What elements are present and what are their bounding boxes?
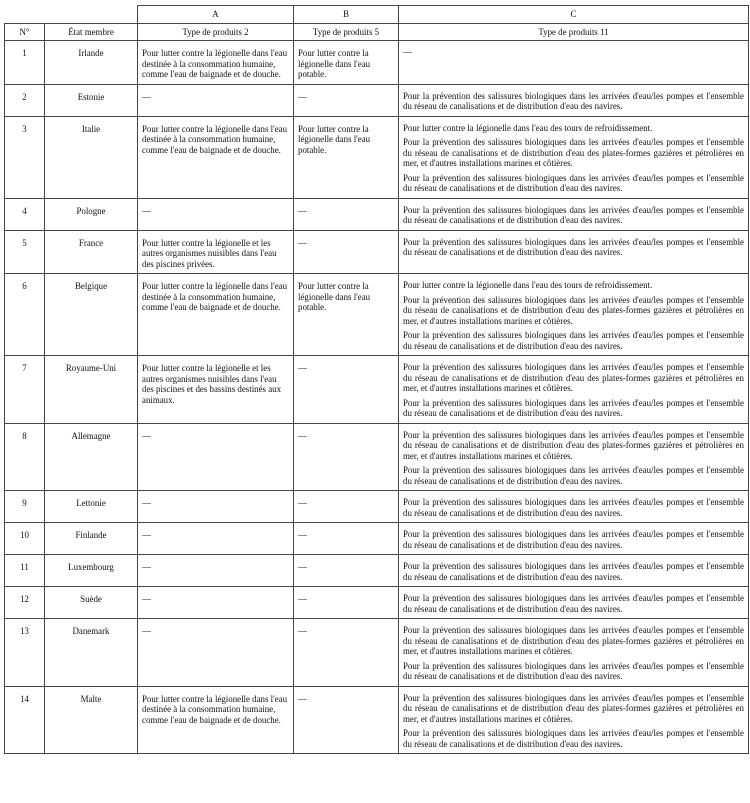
product-type-2-cell: — <box>138 523 294 555</box>
product-type-5-cell: — <box>294 555 399 587</box>
product-type-5-cell: — <box>294 198 399 230</box>
product-type-11-paragraph: Pour la prévention des salissures biologiques dans les arrivées d'eau/les pompes et l'ensemble du réseau de canalisations et de distribution d'eau des plates-formes gazières et pétrolières en mer, et d'autres installations marines et côtières. <box>403 625 744 656</box>
product-type-11-paragraph: Pour la prévention des salissures biologiques dans les arrivées d'eau/les pompes et l'ensemble du réseau de canalisations et de distribution d'eau des navires. <box>403 529 744 550</box>
member-state-cell: Italie <box>45 116 138 198</box>
product-type-11-cell <box>399 230 749 274</box>
member-state-cell: Irlande <box>45 41 138 85</box>
product-type-11-paragraph: Pour la prévention des salissures biologiques dans les arrivées d'eau/les pompes et l'ensemble du réseau de canalisations et de distribution d'eau des plates-formes gazières et pétrolières en mer, et d'autres installations marines et côtières. <box>403 429 744 461</box>
product-type-11-cell <box>399 116 749 198</box>
product-type-2-cell: — <box>138 198 294 230</box>
row-number: 6 <box>5 274 45 356</box>
column-header-row <box>5 23 749 41</box>
row-number: 3 <box>5 116 45 198</box>
product-type-5-cell: — <box>294 356 399 424</box>
member-state-cell: Malte <box>45 686 138 754</box>
table-row <box>5 274 749 356</box>
header-product-type-2: Type de produits 2 <box>138 23 294 41</box>
row-number: 4 <box>5 198 45 230</box>
product-type-5-cell: — <box>294 619 399 687</box>
member-state-cell: Lettonie <box>45 491 138 523</box>
product-type-11-cell <box>399 686 749 754</box>
table-row <box>5 555 749 587</box>
product-type-11-paragraph: Pour la prévention des salissures biologiques dans les arrivées d'eau/les pompes et l'ensemble du réseau de canalisations et de distribution d'eau des navires. <box>403 330 744 351</box>
product-type-5-cell: — <box>294 686 399 754</box>
row-number: 8 <box>5 423 45 491</box>
column-letter-row <box>5 6 749 24</box>
product-type-5-cell: — <box>294 230 399 274</box>
product-type-11-paragraph: Pour la prévention des salissures biologiques dans les arrivées d'eau/les pompes et l'ensemble du réseau de canalisations et de distribution d'eau des navires. <box>403 204 744 225</box>
column-letter-a: A <box>138 6 294 24</box>
table-row <box>5 356 749 424</box>
column-letter-b: B <box>294 6 399 24</box>
table-row <box>5 41 749 85</box>
product-type-5-cell: — <box>294 491 399 523</box>
table-row <box>5 491 749 523</box>
product-type-11-cell <box>399 274 749 356</box>
product-type-11-paragraph: Pour la prévention des salissures biologiques dans les arrivées d'eau/les pompes et l'ensemble du réseau de canalisations et de distribution d'eau des navires. <box>403 728 744 749</box>
table-row <box>5 116 749 198</box>
product-type-11-cell <box>399 356 749 424</box>
table-body <box>5 41 749 754</box>
member-state-table <box>4 5 749 754</box>
product-type-5-cell: Pour lutter contre la légionelle dans l'eau potable. <box>294 116 399 198</box>
product-type-11-cell <box>399 523 749 555</box>
product-type-5-cell: Pour lutter contre la légionelle dans l'eau potable. <box>294 274 399 356</box>
column-letter-c: C <box>399 6 749 24</box>
product-type-11-paragraph: Pour la prévention des salissures biologiques dans les arrivées d'eau/les pompes et l'ensemble du réseau de canalisations et de distribution d'eau des navires. <box>403 465 744 486</box>
product-type-11-cell <box>399 491 749 523</box>
product-type-11-paragraph: Pour la prévention des salissures biologiques dans les arrivées d'eau/les pompes et l'ensemble du réseau de canalisations et de distribution d'eau des navires. <box>403 172 744 193</box>
product-type-2-cell: — <box>138 491 294 523</box>
table-row <box>5 230 749 274</box>
table-row <box>5 619 749 687</box>
product-type-2-cell: — <box>138 587 294 619</box>
member-state-cell: Suède <box>45 587 138 619</box>
table-row <box>5 423 749 491</box>
member-state-cell: Royaume-Uni <box>45 356 138 424</box>
member-state-cell: Estonie <box>45 84 138 116</box>
product-type-5-cell: — <box>294 84 399 116</box>
product-type-11-cell <box>399 587 749 619</box>
product-type-5-cell: — <box>294 587 399 619</box>
product-type-2-cell: — <box>138 555 294 587</box>
product-type-11-cell <box>399 198 749 230</box>
table-row <box>5 587 749 619</box>
product-type-11-paragraph: Pour lutter contre la légionelle dans l'eau des tours de refroidissement. <box>403 280 653 290</box>
product-type-11-paragraph: Pour la prévention des salissures biologiques dans les arrivées d'eau/les pompes et l'ensemble du réseau de canalisations et de distribution d'eau des plates-formes gazières et pétrolières en mer, et d'autres installations marines et côtières. <box>403 362 744 393</box>
row-number: 7 <box>5 356 45 424</box>
row-number: 12 <box>5 587 45 619</box>
row-number: 11 <box>5 555 45 587</box>
product-type-2-cell: Pour lutter contre la légionelle dans l'eau destinée à la consommation humaine, comme l'eau de baignade et de douche. <box>138 686 294 754</box>
product-type-11-cell <box>399 555 749 587</box>
product-type-2-cell: — <box>138 84 294 116</box>
product-type-11-cell <box>399 84 749 116</box>
product-type-2-cell: Pour lutter contre la légionelle et les autres organismes nuisibles dans l'eau des piscines et des bassins destinés aux animaux. <box>138 356 294 424</box>
member-state-cell: Allemagne <box>45 423 138 491</box>
product-type-11-cell <box>399 619 749 687</box>
product-type-2-cell: — <box>138 619 294 687</box>
member-state-cell: Luxembourg <box>45 555 138 587</box>
product-type-2-cell: Pour lutter contre la légionelle dans l'eau destinée à la consommation humaine, comme l'eau de baignade et de douche. <box>138 274 294 356</box>
product-type-5-cell: — <box>294 423 399 491</box>
member-state-cell: Danemark <box>45 619 138 687</box>
table-row <box>5 523 749 555</box>
product-type-11-paragraph: Pour la prévention des salissures biologiques dans les arrivées d'eau/les pompes et l'ensemble du réseau de canalisations et de distribution d'eau des plates-formes gazières et pétrolières en mer, et d'autres installations marines et côtières. <box>403 692 744 724</box>
table-row <box>5 686 749 754</box>
product-type-11-paragraph: — <box>403 47 412 57</box>
member-state-cell: Belgique <box>45 274 138 356</box>
table-row <box>5 198 749 230</box>
product-type-11-paragraph: Pour la prévention des salissures biologiques dans les arrivées d'eau/les pompes et l'ensemble du réseau de canalisations et de distribution d'eau des navires. <box>403 236 744 257</box>
product-type-11-paragraph: Pour la prévention des salissures biologiques dans les arrivées d'eau/les pompes et l'ensemble du réseau de canalisations et de distribution d'eau des navires. <box>403 593 744 614</box>
member-state-cell: Pologne <box>45 198 138 230</box>
product-type-2-cell: Pour lutter contre la légionelle dans l'eau destinée à la consommation humaine, comme l'eau de baignade et de douche. <box>138 41 294 85</box>
row-number: 10 <box>5 523 45 555</box>
product-type-11-paragraph: Pour la prévention des salissures biologiques dans les arrivées d'eau/les pompes et l'ensemble du réseau de canalisations et de distribution d'eau des navires. <box>403 90 744 111</box>
product-type-2-cell: Pour lutter contre la légionelle et les autres organismes nuisibles dans l'eau des piscines privées. <box>138 230 294 274</box>
row-number: 9 <box>5 491 45 523</box>
row-number: 2 <box>5 84 45 116</box>
product-type-11-paragraph: Pour la prévention des salissures biologiques dans les arrivées d'eau/les pompes et l'ensemble du réseau de canalisations et de distribution d'eau des plates-formes gazières et pétrolières en mer, et d'autres installations marines et côtières. <box>403 294 744 326</box>
product-type-11-cell <box>399 41 749 85</box>
product-type-11-paragraph: Pour la prévention des salissures biologiques dans les arrivées d'eau/les pompes et l'ensemble du réseau de canalisations et de distribution d'eau des navires. <box>403 397 744 418</box>
product-type-11-paragraph: Pour la prévention des salissures biologiques dans les arrivées d'eau/les pompes et l'ensemble du réseau de canalisations et de distribution d'eau des navires. <box>403 660 744 681</box>
product-type-5-cell: Pour lutter contre la légionelle dans l'eau potable. <box>294 41 399 85</box>
header-product-type-11: Type de produits 11 <box>399 23 749 41</box>
product-type-2-cell: — <box>138 423 294 491</box>
product-type-11-paragraph: Pour lutter contre la légionelle dans l'eau des tours de refroidissement. <box>403 122 653 133</box>
member-state-cell: Finlande <box>45 523 138 555</box>
row-number: 1 <box>5 41 45 85</box>
blank-corner <box>5 6 138 24</box>
member-state-cell: France <box>45 230 138 274</box>
row-number: 14 <box>5 686 45 754</box>
header-product-type-5: Type de produits 5 <box>294 23 399 41</box>
header-member-state: État membre <box>45 23 138 41</box>
product-type-11-paragraph: Pour la prévention des salissures biologiques dans les arrivées d'eau/les pompes et l'ensemble du réseau de canalisations et de distribution d'eau des navires. <box>403 497 744 518</box>
product-type-11-cell <box>399 423 749 491</box>
product-type-2-cell: Pour lutter contre la légionelle dans l'eau destinée à la consommation humaine, comme l'eau de baignade et de douche. <box>138 116 294 198</box>
product-type-5-cell: — <box>294 523 399 555</box>
header-number: N° <box>5 23 45 41</box>
product-type-11-paragraph: Pour la prévention des salissures biologiques dans les arrivées d'eau/les pompes et l'ensemble du réseau de canalisations et de distribution d'eau des plates-formes gazières et pétrolières en mer, et d'autres installations marines et côtières. <box>403 137 744 168</box>
row-number: 13 <box>5 619 45 687</box>
table-row <box>5 84 749 116</box>
row-number: 5 <box>5 230 45 274</box>
product-type-11-paragraph: Pour la prévention des salissures biologiques dans les arrivées d'eau/les pompes et l'ensemble du réseau de canalisations et de distribution d'eau des navires. <box>403 561 744 582</box>
